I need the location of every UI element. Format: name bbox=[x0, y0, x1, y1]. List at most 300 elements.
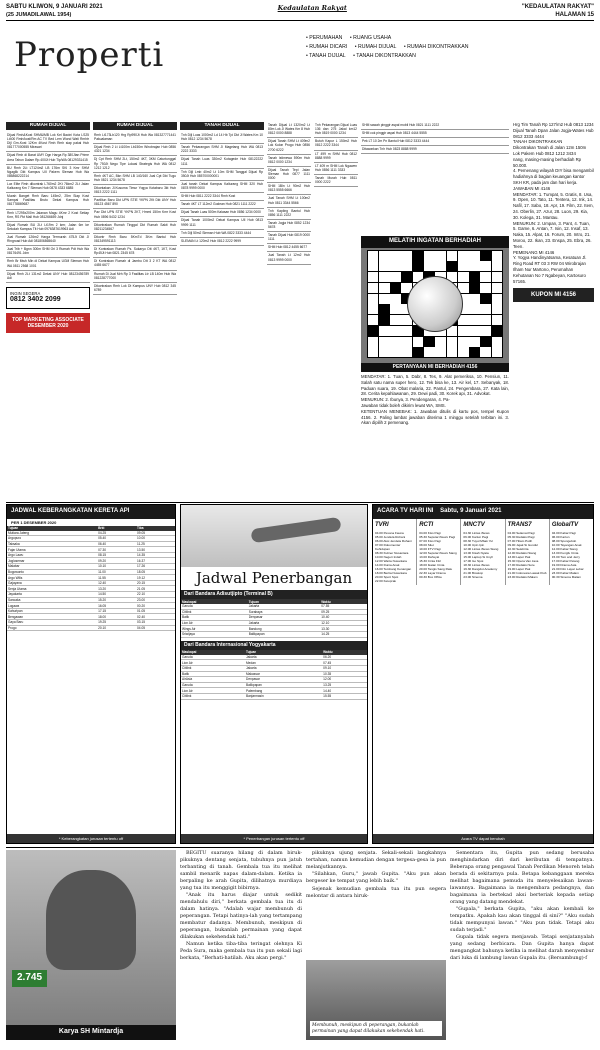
classified-ad: SHM sawah pinggir aspal mobil Hub 0821 1111 2222 bbox=[361, 122, 509, 130]
ad-list bbox=[93, 132, 177, 295]
classified-ad: Dikontrakan Rumah Tinggal Dkt Rumah Sakit Hub 08211234567 bbox=[93, 222, 177, 234]
crossword-cell bbox=[379, 337, 390, 347]
table-cell: Jakarta bbox=[248, 604, 321, 609]
category-item: • RUMAH DIJUAL bbox=[354, 43, 397, 50]
tv-program: 08.30 Kuliner Nusantara bbox=[375, 551, 409, 556]
tv-program: 23.00 Kabar Malam bbox=[551, 571, 579, 576]
crossword-title: MELATIH INGATAN BERHADIAH bbox=[361, 236, 509, 248]
table-cell: Garuda bbox=[181, 655, 245, 660]
table-cell: Medan bbox=[245, 660, 322, 666]
crossword-cell bbox=[492, 261, 503, 271]
tv-program: 23.00 Redaksi Malam bbox=[507, 575, 538, 580]
crossword-cell bbox=[368, 326, 379, 336]
table-cell: Garuda bbox=[181, 682, 245, 688]
airplane-icon bbox=[250, 517, 341, 543]
text-paragraph: MENURUN: 2. Umpan, 3. Pant, 4. Tuan, 5. Game, 6. Antan, 7. Isin, 12. Insaf, 13. Naka, 15. Alpat, 16. Forum, 20. Intro, 21. Moroo, 22. Ikan, 23. Enspa, 25. Ebra, 26. Teen. bbox=[513, 220, 592, 249]
table-cell: 09.25 bbox=[320, 609, 367, 615]
table-cell: Senja Utama bbox=[7, 586, 97, 592]
tv-channel bbox=[506, 519, 550, 585]
tv-program: 04.00 Pesona Fauna bbox=[375, 531, 404, 536]
tv-schedule bbox=[372, 504, 594, 844]
classified-ad: Dijual Tanah SHM Lt 409m2 Lok Kulon Progo Hub 0856 2700 6222 bbox=[267, 138, 311, 154]
table-cell: 07.55 bbox=[320, 604, 367, 609]
tv-program: 18.00 Berita Nusantara bbox=[375, 571, 407, 576]
table-cell: Mutiara Jateng bbox=[7, 531, 97, 536]
tv-footer: Acara TV dapat berubah bbox=[373, 834, 593, 843]
text-paragraph: Dikontrakan Tanah di Jalan 12m 150m Lok Pakem Hub 0812 1212 3434 bbox=[513, 145, 587, 156]
crossword-cell bbox=[379, 326, 390, 336]
tv-channel-columns bbox=[373, 519, 593, 585]
table-cell: 21.05 bbox=[136, 586, 175, 592]
train-table bbox=[7, 526, 175, 632]
classified-ad: Tanah Murah Hub 0811 0000 2222 bbox=[314, 175, 358, 187]
crossword-clues bbox=[361, 374, 509, 500]
ad-list bbox=[180, 132, 264, 246]
table-cell: 20.15 bbox=[136, 580, 175, 586]
crossword-cell bbox=[401, 337, 412, 347]
classified-ad: Jual Tanah SHM Lt 100m2 Hub 0811 3344 5566 bbox=[267, 195, 311, 207]
crossword-cell bbox=[458, 326, 469, 336]
classified-ad: LT 409 m SHM Lok Ngawen Hub 0856 1111 3333 bbox=[314, 163, 358, 175]
table-cell: Batik bbox=[181, 671, 245, 677]
crossword-cell bbox=[379, 294, 390, 304]
crossword-box bbox=[361, 236, 509, 372]
crossword-cell bbox=[435, 337, 446, 347]
train-footer: * Keberangkatan jurusan tertentu off bbox=[7, 834, 175, 843]
table-cell: Jakarta bbox=[245, 655, 322, 660]
table-cell: 02.40 bbox=[136, 614, 175, 620]
table-cell: 14.50 bbox=[97, 592, 136, 598]
table-cell: Fajar Utama bbox=[7, 547, 97, 553]
tv-program: 10.00 FTV Pagi bbox=[419, 547, 441, 552]
classified-ad: Dijual Tanah Luas 500m Kalasan Hub 0856 1234 0000 bbox=[180, 209, 264, 217]
tv-program: 05.30 Redaksi Pagi bbox=[507, 535, 535, 540]
crossword-cell bbox=[368, 261, 379, 271]
classified-ad: Tanah Dijual Hub 0819 0000 1111 bbox=[267, 232, 311, 244]
table-cell: 20.10 bbox=[97, 625, 136, 631]
table-cell: 10.10 bbox=[97, 564, 136, 570]
classified-ad: Tanah Istimewa 590m Hub 0812 0000 1234 bbox=[267, 155, 311, 167]
issue-date: SABTU KLIWON, 9 JANUARI 2021 bbox=[6, 4, 103, 10]
tv-program: 13.00 Kisah Nyata bbox=[463, 551, 489, 556]
text-paragraph: Sementara itu, Gupita pun sedang berusaha menghindarkan diri dari keributan di tempatnya. Beberapa orang pengawal Tanah Perdikan Menoreh telah berada di sekitarnya pula. Betapa kebanggaan mereka melihat bagaimana pemuda itu menyelesaikan lawan-lawannya. Bagaimana ia mengembara pedangnya, dan bagaimana ia bertekad aksi berteriak kepada setiap orang yang datang mendekat. bbox=[450, 850, 594, 905]
tv-program: 23.00 Sinema bbox=[463, 575, 483, 580]
classified-ad: SHM Hub 0811 2222 3344 Rmh Kost bbox=[180, 193, 264, 201]
table-cell: 10.35 bbox=[322, 671, 367, 677]
serial-number: 2.745 bbox=[12, 970, 47, 987]
train-title: JADWAL KEBERANGKATAN KERETA API bbox=[7, 505, 175, 519]
text-paragraph: Gupala tidak segera menjawab. Tetapi senjatanyalah yang sedang berbicara. Dan Gupita hanya dapat mengangkat bahunya ketika ia melihat darah menyembur dari luka di lambung lawan Gupala itu. (Bersambung)-f bbox=[450, 934, 594, 962]
crossword-cell bbox=[492, 337, 503, 347]
crossword-cell bbox=[469, 347, 480, 357]
tv-channel bbox=[461, 519, 505, 585]
table-cell: 06.20 bbox=[322, 655, 367, 660]
tv-program: 09.00 Jejak Si Gundul bbox=[507, 543, 538, 548]
text-paragraph: 4. Pemenang wilayah DIY bisa mengambil hadiahnya di bagian keuangan kantor SKH KR, pada jam dan hari kerja. bbox=[513, 168, 594, 185]
table-cell: Sancaka bbox=[7, 597, 97, 603]
crossword-cell bbox=[368, 337, 379, 347]
tv-channel-logo: MNCTV bbox=[463, 521, 485, 528]
table-cell: 10.00 bbox=[136, 536, 175, 542]
tv-program: 20.00 Tangis Sang Ratu bbox=[419, 567, 453, 572]
table-cell: AirAsia bbox=[181, 677, 245, 683]
tv-program: 12.00 Lintas iNews Siang bbox=[463, 547, 499, 552]
table-cell: Logawa bbox=[7, 603, 97, 609]
table-cell: Citilink bbox=[181, 609, 248, 615]
table-cell: Denpasar bbox=[245, 677, 322, 683]
classified-ad: Tnh Kapling Bantul Hub 0856 1111 2222 bbox=[267, 208, 311, 220]
table-cell: 11.00 bbox=[97, 569, 136, 575]
classified-ad: Di Kontrakan Rumah di Jambu Dtt 3 2 KT WA 0812 4455 6677 bbox=[93, 258, 177, 270]
crossword-cell bbox=[480, 294, 491, 304]
text-paragraph: Sejenak kemudian gembala tua itu pun segera melontar di antara hiruk- bbox=[306, 885, 446, 899]
table-cell: 15.20 bbox=[97, 597, 136, 603]
category-item: • RUMAH DIKONTRAKKAN bbox=[403, 43, 469, 50]
crossword-cell bbox=[469, 337, 480, 347]
classified-column-6 bbox=[361, 122, 509, 232]
classified-ad: Dijual Rmh 2Lt 131m2 Dekat UNY Hub 08123456789 Adi bbox=[6, 271, 90, 283]
crossword-cell bbox=[379, 315, 390, 325]
table-cell: 17.26 bbox=[136, 564, 175, 570]
table-cell: 13.30 bbox=[320, 626, 367, 632]
tv-channel bbox=[417, 519, 461, 585]
table-cell: 12.00 bbox=[322, 677, 367, 683]
crossword-cell bbox=[401, 272, 412, 282]
flight-table-2 bbox=[181, 650, 367, 700]
crossword-cell bbox=[447, 251, 458, 261]
story-column-2 bbox=[306, 850, 446, 956]
crossword-rules: KETENTUAN MENEBAK: 1. Jawaban ditulis di kartu pos, tempel Kupon 4156. 2. Paling lambat jawaban diterima 1 minggu setelah terbitan ini. 3. Akan dipilih 2 pemenang. bbox=[361, 408, 509, 426]
table-cell: 09.20 bbox=[97, 558, 136, 564]
classified-ad: Dikontr Rmh Baru 5KmTd 3Km Bantul Hub 081349591113 bbox=[93, 234, 177, 246]
table-cell: 15.55 bbox=[322, 693, 367, 699]
crossword-cell bbox=[379, 261, 390, 271]
classified-column-2 bbox=[93, 122, 177, 500]
crossword-cell bbox=[458, 347, 469, 357]
tv-channel bbox=[373, 519, 417, 585]
crossword-cell bbox=[390, 261, 401, 271]
table-cell: 11.25 bbox=[136, 541, 175, 547]
crossword-cell bbox=[424, 251, 435, 261]
text-paragraph: pikuknya ujung senjata. Sekali-sekali langkahnya tertahan, namun kemudian dengan tergesa-gesa ia pun melanjutkannya. bbox=[306, 850, 446, 870]
table-cell: Joglosemar bbox=[7, 558, 97, 564]
tv-program: 06.00 Aksi Jendela Rohani bbox=[375, 539, 412, 544]
table-cell: 08.15 bbox=[97, 552, 136, 558]
column-header: Tiba bbox=[136, 526, 175, 531]
table-cell: 04.25 bbox=[97, 531, 136, 536]
classified-ad: Jual Rumah 126m2 Harga Termurah 475Jt Dkt Jl Ringroad Hub Adi 081806865640 bbox=[6, 234, 90, 246]
classified-ad: Tnh Pekarangan Dijual Luas 136 dan 275 Jakal km12 Hub 0819 0000 1234 bbox=[314, 122, 358, 138]
crossword-cell bbox=[458, 337, 469, 347]
table-cell: Garuda bbox=[181, 604, 248, 609]
text-paragraph: TANAH DIKONTRAKKAN bbox=[513, 139, 563, 145]
flight-table-body bbox=[181, 655, 367, 699]
classified-ad: Dijual Rmh 2 Lt Lt100m Lb150m Wirobrajan Hub 0856 4321 1234 bbox=[93, 144, 177, 156]
table-cell: Balikpapan bbox=[248, 631, 321, 637]
table-cell: 14.35 bbox=[136, 552, 175, 558]
classified-ad: Tnh Dijl Luas 1000m2 Ld 14 Hb Tpi Dkt Jl Wates Km 10 Hub 0812 1234 5678 bbox=[180, 132, 264, 144]
classified-ad: Jual Trib + Bgnn 300m SHM Ori 3 Rumah Pdt Hub Wa 08176491 Jdm bbox=[6, 246, 90, 258]
tv-program: 06.00 Kartun bbox=[551, 535, 570, 540]
table-cell: Denpasar bbox=[248, 615, 321, 621]
classified-column-1 bbox=[6, 122, 90, 500]
table-cell: Bengawan bbox=[7, 614, 97, 620]
table-cell: 22.10 bbox=[136, 592, 175, 598]
classified-ad: Rumah Di Jual Mrh Rp 3 Fasilitas Ltr LB 140m Hub Wa 081228777000 bbox=[93, 271, 177, 283]
tv-program: 10.00 Negeri Indah bbox=[375, 555, 402, 560]
flight-table-1 bbox=[181, 599, 367, 638]
crossword-cell bbox=[492, 315, 503, 325]
text-paragraph: BEGITU suaranya hilang di dalam biruk-pikuknya dentang senjata, tubuhnya pun jatuh terbanting di tanah. Gembala tua itu melihat sambil menarik napas dalam-dalam. Ketika ia berpaling ke arah Gupita, dilihatnya murdiaya yang tua itu menggigit bibirnya. bbox=[180, 850, 302, 891]
column-heading: RUMAH DIJUAL bbox=[93, 122, 177, 130]
crossword-cell bbox=[390, 294, 401, 304]
serial-illustration bbox=[6, 850, 176, 1040]
table-cell: Gaya Baru bbox=[7, 620, 97, 626]
flight-schedule bbox=[180, 504, 368, 844]
column-header: Tujuan bbox=[7, 526, 97, 531]
crossword-cell bbox=[401, 326, 412, 336]
tv-program: 12.00 Redaksi Siang bbox=[507, 551, 537, 556]
crossword-note: Jawaban tidak boleh dikirim lewat WA, SMS. bbox=[361, 402, 446, 408]
flight-title: Jadwal Penerbangan bbox=[195, 569, 353, 587]
classified-ad: Rmh Lt173Lb120 Hrg Rp990Jt Hub Wa 081327771441 Pakualaman bbox=[93, 132, 177, 144]
tv-program: 13.00 Kungfu Cinta bbox=[551, 551, 579, 556]
classified-ad: SHM Hub 0812 4455 6677 bbox=[267, 244, 311, 252]
table-cell: 13.25 bbox=[322, 682, 367, 688]
table-cell: Batik bbox=[181, 615, 248, 621]
classified-column-5 bbox=[314, 122, 358, 500]
table-cell: 05.40 bbox=[97, 536, 136, 542]
table-cell: Jakarta bbox=[245, 666, 322, 672]
category-item: • RUMAH DICARI bbox=[306, 43, 348, 50]
column-header: Maskapai bbox=[181, 599, 248, 604]
crossword-cell bbox=[447, 347, 458, 357]
table-row bbox=[181, 631, 367, 637]
crossword-cell bbox=[480, 272, 491, 282]
crossword-cell bbox=[401, 251, 412, 261]
table-cell: 19.25 bbox=[97, 620, 136, 626]
classified-ad: Jual tanah Dekat Kampus Kaliurang SHM 320 Hub 0878 9999 0000 bbox=[180, 181, 264, 193]
crossword-cell bbox=[424, 347, 435, 357]
table-cell: Argo Wilis bbox=[7, 575, 97, 581]
table-cell: 23.00 bbox=[136, 597, 175, 603]
tv-program: 10.00 Tayangan Anak bbox=[551, 543, 582, 548]
soccer-ball-icon bbox=[407, 276, 463, 332]
classified-ad: Tnh Dijl 50m2 Sleman Hub WA 0822 3333 4444 bbox=[180, 230, 264, 238]
classified-ad: Dijual Rmh di Barat UMY Dgn Harga Rp 380Jtan Prime Area Tahun Dalam Rp.400Jt Hub Tlp/WA 08129331415 bbox=[6, 152, 90, 164]
page-number: HALAMAN 15 bbox=[555, 11, 594, 18]
table-cell: Lion Air bbox=[181, 620, 248, 626]
masthead-rule bbox=[6, 20, 594, 21]
table-cell: Jayakarta bbox=[7, 592, 97, 598]
crossword-cell bbox=[379, 304, 390, 314]
paper-name: Kedaulatan Rakyat bbox=[277, 4, 347, 12]
crossword-cell bbox=[424, 337, 435, 347]
crossword-cell bbox=[413, 337, 424, 347]
crossword-cell bbox=[401, 261, 412, 271]
table-cell: Gajayana bbox=[7, 580, 97, 586]
tv-program: 22.00 Ketoprak bbox=[375, 579, 396, 584]
table-cell: Jakarta bbox=[248, 620, 321, 626]
text-paragraph: "Silahkan, Guru," jawab Gupita. "Aku pun akan bergeser ke tempat yang lebih baik." bbox=[306, 871, 446, 885]
crossword-cell bbox=[447, 337, 458, 347]
text-paragraph: Y. Yogya Handinyatsama, Kesatuan Jl. Ring Road RT 03 3 RW 04 Wirobrajan bbox=[513, 255, 587, 267]
table-cell: 12.40 bbox=[97, 580, 136, 586]
crossword-cell bbox=[480, 251, 491, 261]
table-cell: 07.30 bbox=[97, 547, 136, 553]
crossword-cell bbox=[492, 272, 503, 282]
text-paragraph: Hrg Tim Tanah Rp 127/m2 Hub 0813 1234 bbox=[513, 122, 594, 127]
tv-program: 08.30 Tuyul Mbak Yul bbox=[463, 539, 493, 544]
train-subtitle: PER 1 DESEMBER 2020 bbox=[11, 519, 57, 525]
text-paragraph: nang, masing-masing berhadiah Rp 50.000. bbox=[513, 156, 582, 168]
table-cell: 06.40 bbox=[97, 541, 136, 547]
tv-program: 07.00 Kiss Pagi bbox=[419, 539, 441, 544]
classified-ad: Tanah Dijual Lt 1320m2 Lt 80m Lok Jl Wates Km 8 Hub 0812 0000 8888 bbox=[267, 122, 311, 138]
ad-list bbox=[361, 122, 509, 154]
crossword-cell bbox=[469, 272, 480, 282]
crossword-cell bbox=[368, 304, 379, 314]
table-cell: 14.25 bbox=[320, 631, 367, 637]
category-list bbox=[306, 34, 586, 61]
classified-ad: Tanah Pekarangan SHM Jl Magelang Hub WA 0813 2222 3333 bbox=[180, 144, 264, 156]
table-cell: 00.20 bbox=[136, 603, 175, 609]
classified-ad: Dikontakan JI.Kusuma Timur Yogya Kotabaru 3kt Hub 0813 2222 1111 bbox=[93, 185, 177, 197]
tv-program: 18.00 Ikatan Cinta bbox=[419, 563, 445, 568]
crossword-cell bbox=[458, 272, 469, 282]
classified-ad: BU Rmh 2Lt LT124m2 LB 176m SKI 3 Kmr SHM Ngaglik Dkt Kampus UII Pakem Sleman Hub Wa 085868222214 bbox=[6, 165, 90, 181]
tv-program: 22.30 Layar Drama bbox=[419, 571, 446, 576]
classified-ad: Pavilliun Baru Dkt UPN STIE YKPN 2Kt Dkt UNY Hub 08123 4567 890 bbox=[93, 197, 177, 209]
crossword-cell bbox=[390, 272, 401, 282]
table-cell: 04.05 bbox=[136, 625, 175, 631]
table-cell: Citilink bbox=[181, 693, 245, 699]
crossword-cell bbox=[480, 261, 491, 271]
classified-column-3 bbox=[180, 122, 264, 500]
classified-ad: Dijual Rmh&Kost SHM&IMB Lok Kel Bacini Kota LS25 Lt400 Rmh/kost/Rm AC TV Bed Lem Wond Wati Rmhtr Dijl Grn-Kost 12Km 4Kost Rmh Rmh siap pakai Hub 081777000555 Mirasari bbox=[6, 132, 90, 152]
table-cell: Lion Air bbox=[181, 688, 245, 694]
crossword-cell bbox=[435, 251, 446, 261]
crossword-cell bbox=[492, 347, 503, 357]
table-cell: 11.55 bbox=[97, 575, 136, 581]
masthead-left bbox=[6, 4, 103, 18]
tv-program: 05.00 Jendela Rohani bbox=[375, 535, 406, 540]
tv-channel-logo: GlobalTV bbox=[551, 521, 579, 528]
tv-program: 05.30 Seputar iNews Pagi bbox=[419, 535, 455, 540]
flight-table-body bbox=[181, 604, 367, 637]
ad-list bbox=[6, 132, 90, 283]
tv-title: ACARA TV HARI INI bbox=[377, 508, 434, 514]
crossword-cell bbox=[435, 347, 446, 357]
classified-ad: Dijual Tanah Luas 330m2 Kotagede Hub 08122222 1111 bbox=[180, 156, 264, 168]
crossword-cell bbox=[379, 283, 390, 293]
crossword-cell bbox=[447, 261, 458, 271]
table-cell: Bandung bbox=[248, 626, 321, 632]
text-paragraph: JAWABAN MI 4146 bbox=[513, 185, 551, 191]
category-item: • PERUMAHAN bbox=[306, 35, 343, 41]
text-paragraph: "Anak itu harus diajar untuk sedikit mendahulu diri," berkata gembala tua itu di dalam hatinya. "Adalah wajar membunuh di peperangan. Tetapi hatinya-lah yang tertampang membatur dadanya. Membunuh, meskipun di peperangan, bukanlah permainan yang dapat dilakukan sekehendak hati." bbox=[180, 892, 302, 940]
tv-program: 17.00 Go Spot bbox=[463, 559, 484, 564]
table-cell: Argo Lawu bbox=[7, 552, 97, 558]
table-cell: Lion Air bbox=[181, 660, 245, 666]
crossword-cell bbox=[492, 304, 503, 314]
table-cell: Kahuripan bbox=[7, 608, 97, 614]
agent-award-logo: TOP MARKETING ASSOCIATE DESEMBER 2020 bbox=[6, 313, 90, 334]
tv-program: 15.00 Laptop Si Unyil bbox=[463, 555, 493, 560]
table-cell: 12.10 bbox=[320, 620, 367, 626]
crossword-cell bbox=[480, 326, 491, 336]
table-cell: Taksaka bbox=[7, 541, 97, 547]
table-cell: 13.50 bbox=[136, 547, 175, 553]
story-photo-caption: Membunuh, meskipun di peperangan, bukanlah permainan yang dapat dilakukan sekehendak hati. bbox=[310, 1021, 442, 1036]
column-heading: TANAH DIJUAL bbox=[180, 122, 264, 130]
crossword-cell bbox=[480, 347, 491, 357]
ad-list bbox=[267, 122, 311, 265]
classified-ad: Rmh LT295x200m Jalanan Magu 4Kmr 2 Kost Setiap Kmr, RS Pkt Mall Hub 081266659 Jdnj bbox=[6, 210, 90, 222]
table-cell: Surabaya bbox=[248, 609, 321, 615]
crossword-cell bbox=[424, 261, 435, 271]
tv-program: 06.00 Kartun Pagi bbox=[463, 535, 489, 540]
flight-subtitle-adisutjipto: Dari Bandara Adisutjipto (Terminal B) bbox=[181, 590, 367, 599]
classified-ad: Dijual Tanah Tepi Jalan Sleman Hub 0877 1111 0000 bbox=[267, 167, 311, 183]
classified-ad: Dikontrakan Rmh Lok Dt Kampus UNY Hub 0812 345 6789 bbox=[93, 283, 177, 295]
agent-box-title: INGIN SEGERA bbox=[10, 290, 41, 296]
tv-program: 21.00 Bioskop bbox=[463, 571, 484, 576]
table-row bbox=[7, 625, 175, 631]
tv-header bbox=[373, 505, 593, 519]
clues-menurun: MENURUN: 2. Ibunya, 3. Pendengaran, 4. Pa- bbox=[361, 397, 450, 403]
section-title: Properti bbox=[14, 35, 165, 75]
text-paragraph: Namun ketika tiba-tiba teringat olehnya Ki Peda Sura, maka gembala tua itu pun sekali lagi berkata, "Berhati-hatilah. Aku akan pergi." bbox=[180, 941, 302, 962]
classified-ad: Di Kontrakan Rumah Ps. Sukaryo Dtt 4KT, 1KT, Kost Rp45Jt Hub 0821 2345 678 bbox=[93, 246, 177, 258]
tv-program: 19.00 Lapor Pak bbox=[507, 567, 531, 572]
table-cell: 16.37 bbox=[136, 558, 175, 564]
crossword-cell bbox=[469, 283, 480, 293]
crossword-cell bbox=[390, 347, 401, 357]
tv-program: 04.00 Kiss Pagi bbox=[419, 531, 441, 536]
crossword-cell bbox=[469, 251, 480, 261]
story-paragraphs bbox=[450, 850, 594, 962]
classified-ad: Tnh Dijl Lmb 40m2 Lt 10m SHM Tanggal Dijual Rp 350Jt Hub 085700000001 bbox=[180, 169, 264, 181]
tv-program: 12.00 Seputar iNews Siang bbox=[419, 551, 457, 556]
crossword-cell bbox=[390, 283, 401, 293]
tv-program: 20.00 Sport Spot bbox=[375, 575, 399, 580]
tv-program: 00.30 Box Office bbox=[419, 575, 443, 580]
classified-ad: Tanah Jogja Hub 0852 1234 5678 bbox=[267, 220, 311, 232]
airplane-photo bbox=[181, 505, 367, 567]
text-paragraph: MENDATAR: 1. Tumpat, 5. Gratis, 8. Usa, 9. Open, 10. Tato, 11. Tentera, 12. Ink, 14. Nafil, 17. Sabo, 18. Apr, 19. Film, 22. Item, 24. Oberlin, 27. Azur, 28. Luon, 29. Kia, 30. Kolega, 31. Mantau. bbox=[513, 191, 594, 220]
classified-ad: Tanah 4KT LT 112m2 Godean Hub 0821 1111 2222 bbox=[180, 201, 264, 209]
right-column-text bbox=[513, 122, 594, 284]
crossword-cell bbox=[435, 261, 446, 271]
classified-ad: Pek LT 10 2m Pn Bantul Hub 0812 3333 4444 bbox=[361, 138, 509, 146]
crossword-cell bbox=[390, 326, 401, 336]
tv-program: 21.00 Indonesia Lawak Klub bbox=[507, 571, 547, 576]
table-cell: 07.45 bbox=[322, 660, 367, 666]
tv-program: 12.00 Kabar Siang bbox=[551, 547, 578, 552]
classified-ad: SHM 1Bln Lt 90m2 Hub 0813 5555 6666 bbox=[267, 183, 311, 195]
table-cell: 03.15 bbox=[136, 620, 175, 626]
crossword-cell bbox=[390, 315, 401, 325]
right-column bbox=[513, 122, 594, 500]
kupon-badge: KUPON MI 4156 bbox=[513, 288, 594, 302]
crossword-cell bbox=[480, 283, 491, 293]
classified-ad: SHM cok pinggir aspal Hub 0813 4444 5555 bbox=[361, 130, 509, 138]
tv-program: 18.30 Lintas iNews bbox=[463, 563, 490, 568]
story-photo bbox=[306, 960, 446, 1040]
crossword-cell bbox=[401, 347, 412, 357]
story-paragraphs bbox=[180, 850, 302, 962]
